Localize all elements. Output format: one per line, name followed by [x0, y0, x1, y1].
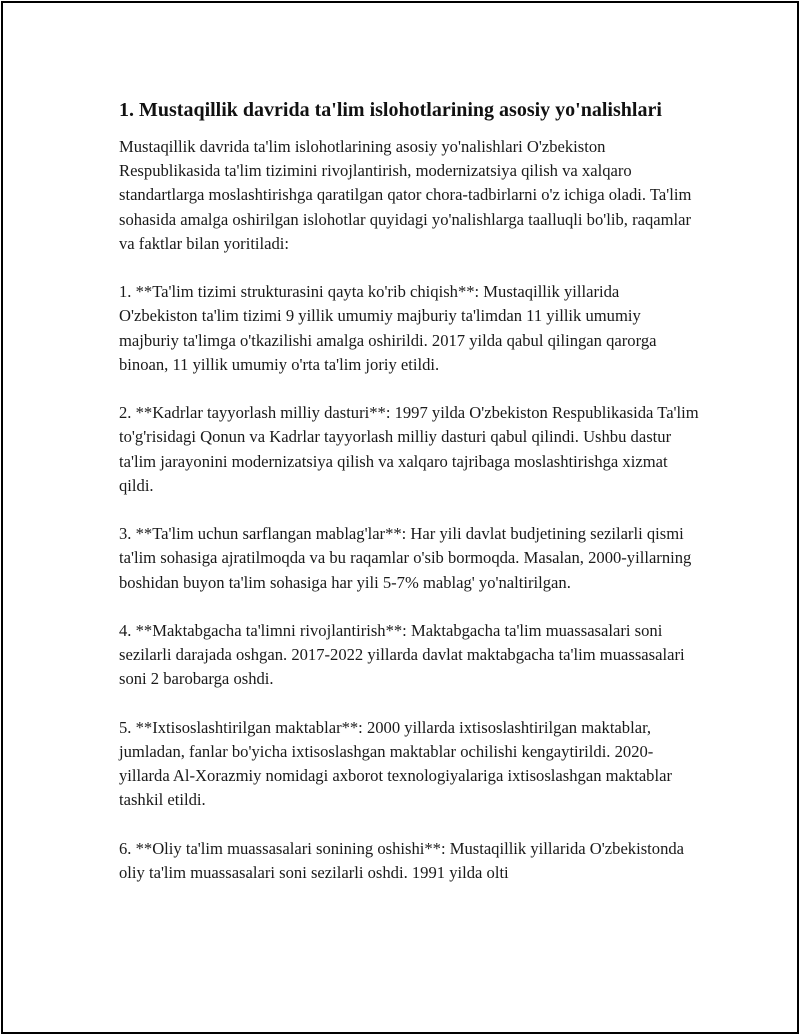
section-heading: 1. Mustaqillik davrida ta'lim islohotlarining asosiy yo'nalishlari — [119, 99, 662, 121]
document-page — [1, 1, 799, 1034]
paragraph-specialized-schools: 5. **Ixtisoslashtirilgan maktablar**: 2000 yillarda ixtisoslashtirilgan maktablar, jumladan, fanlar bo'yicha ixtisoslashgan maktablar ochilishi kengaytirildi. 2020-yillarda Al-Xorazmiy nomidagi axborot texnologiyalariga ixtisoslashgan maktablar tashkil etildi. — [119, 717, 672, 810]
paragraph-higher-education: 6. **Oliy ta'lim muassasalari sonining oshishi**: Mustaqillik yillarida O'zbekistonda oliy ta'lim muassasalari soni sezilarli oshdi. 1991 yilda olti — [119, 838, 685, 882]
paragraph-structure-review: 1. **Ta'lim tizimi strukturasini qayta ko'rib chiqish**: Mustaqillik yillarida O'zbekiston ta'lim tizimi 9 yillik umumiy majburiy ta'limdan 11 yillik umumiy majburiy ta'limga o'tkazilishi amalga oshirildi. 2017 yilda qabul qilingan qarorga binoan, 11 yillik umumiy o'rta ta'lim joriy etildi. — [119, 282, 657, 374]
paragraph-education-funding: 3. **Ta'lim uchun sarflangan mablag'lar**: Har yili davlat budjetining sezilarli qismi ta'lim sohasiga ajratilmoqda va bu raqamlar o'sib bormoqda. Masalan, 2000-yillarning boshidan buyon ta'lim sohasiga har yili 5-7% mablag' yo'naltirilgan. — [119, 524, 692, 592]
document-body — [119, 95, 699, 885]
paragraph-national-program: 2. **Kadrlar tayyorlash milliy dasturi**: 1997 yilda O'zbekiston Respublikasida Ta'lim to'g'risidagi Qonun va Kadrlar tayyorlash milliy dasturi qabul qilindi. Ushbu dastur ta'lim jarayonini modernizatsiya qilish va xalqaro tajribaga moslashtirishga xizmat qildi. — [119, 403, 699, 495]
paragraph-preschool: 4. **Maktabgacha ta'limni rivojlantirish**: Maktabgacha ta'lim muassasalari soni sezilarli darajada oshgan. 2017-2022 yillarda davlat maktabgacha ta'lim muassasalari soni 2 barobarga oshdi. — [119, 621, 685, 689]
intro-paragraph: Mustaqillik davrida ta'lim islohotlarining asosiy yo'nalishlari O'zbekiston Respublikasida ta'lim tizimini rivojlantirish, modernizatsiya qilish va xalqaro standartlarga moslashtirishga qaratilgan qator chora-tadbirlarni o'z ichiga oladi. Ta'lim sohasida amalga oshirilgan islohotlar quyidagi yo'nalishlarga taalluqli bo'lib, raqamlar va faktlar bilan yoritiladi: — [119, 137, 692, 253]
